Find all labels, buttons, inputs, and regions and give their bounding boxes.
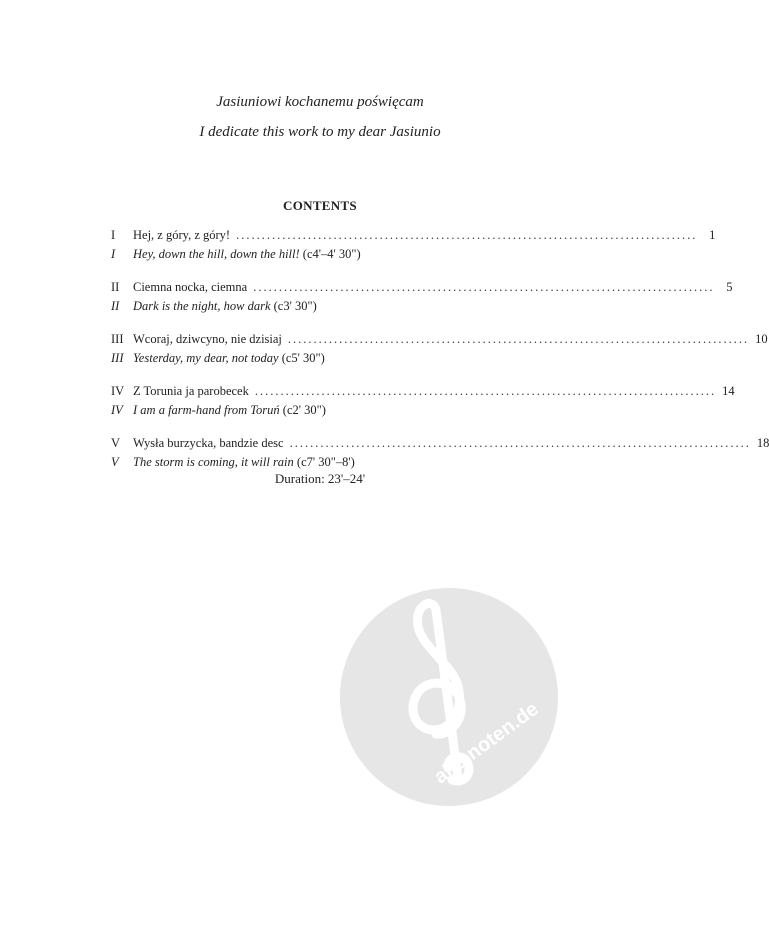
page-number: 1	[709, 228, 716, 242]
movement-numeral: III	[111, 332, 124, 346]
contents-heading: CONTENTS	[283, 198, 357, 213]
toc-row-polish	[111, 436, 769, 455]
toc-row-polish	[111, 228, 716, 247]
toc-entry-3	[111, 332, 768, 370]
movement-numeral: I	[111, 228, 116, 242]
page-number: 5	[726, 280, 733, 294]
movement-title-polish: Ciemna nocka, ciemna	[133, 280, 248, 294]
toc-row-english	[111, 403, 503, 422]
page-number: 10	[755, 332, 768, 346]
movement-title-polish: Z Torunia ja parobecek	[133, 384, 249, 398]
movement-duration: (c2' 30")	[282, 403, 326, 417]
movement-title-english: The storm is coming, it will rain	[133, 455, 294, 469]
movement-title-english: I am a farm-hand from Toruń	[133, 403, 280, 417]
toc-row-polish	[111, 332, 768, 351]
toc-entry-2	[111, 280, 733, 318]
movement-numeral: II	[111, 280, 120, 294]
dot-leader: ..........................................................................................	[253, 280, 715, 294]
dot-leader: ..........................................................................................	[287, 332, 750, 346]
movement-title-english: Dark is the night, how dark	[133, 299, 271, 313]
movement-title-english: Hey, down the hill, down the hill!	[133, 247, 300, 261]
dot-leader: ..........................................................................................	[254, 384, 717, 398]
dedication-polish: Jasiuniowi kochanemu poświęcam	[216, 94, 424, 110]
dedication-english: I dedicate this work to my dear Jasiunio	[199, 124, 441, 140]
movement-numeral-italic: IV	[111, 403, 123, 417]
dot-leader: ..........................................................................................	[289, 436, 751, 450]
movement-numeral: V	[111, 436, 121, 450]
page-number: 14	[722, 384, 735, 398]
movement-title-english: Yesterday, my dear, not today	[133, 351, 279, 365]
total-duration: Duration: 23'–24'	[274, 471, 366, 486]
dot-leader: ..........................................................................................	[236, 228, 698, 242]
movement-title-polish: Hej, z góry, z góry!	[133, 228, 231, 242]
toc-entry-1	[111, 228, 716, 266]
toc-row-polish	[111, 384, 735, 403]
toc-row-english	[111, 247, 503, 266]
movement-duration: (c5' 30")	[281, 351, 325, 365]
toc-entry-5	[111, 436, 769, 474]
movement-duration: (c7' 30"–8')	[296, 455, 355, 469]
movement-numeral-italic: III	[111, 351, 124, 365]
table-of-contents	[111, 228, 769, 488]
movement-numeral: IV	[111, 384, 125, 398]
movement-duration: (c3' 30")	[273, 299, 317, 313]
page-number: 18	[756, 436, 769, 450]
movement-numeral-italic: V	[111, 455, 119, 469]
movement-numeral-italic: II	[111, 299, 120, 313]
watermark-logo	[340, 588, 558, 806]
watermark-text: alle-noten.de	[430, 697, 543, 789]
toc-row-english	[111, 351, 503, 370]
movement-title-polish: Wcoraj, dziwcyno, nie dzisiaj	[133, 332, 282, 346]
movement-numeral-italic: I	[111, 247, 116, 261]
toc-row-english	[111, 299, 503, 318]
toc-row-polish	[111, 280, 733, 299]
movement-title-polish: Wysła burzycka, bandzie desc	[133, 436, 284, 450]
toc-entry-4	[111, 384, 735, 422]
movement-duration: (c4'–4' 30")	[302, 247, 361, 261]
